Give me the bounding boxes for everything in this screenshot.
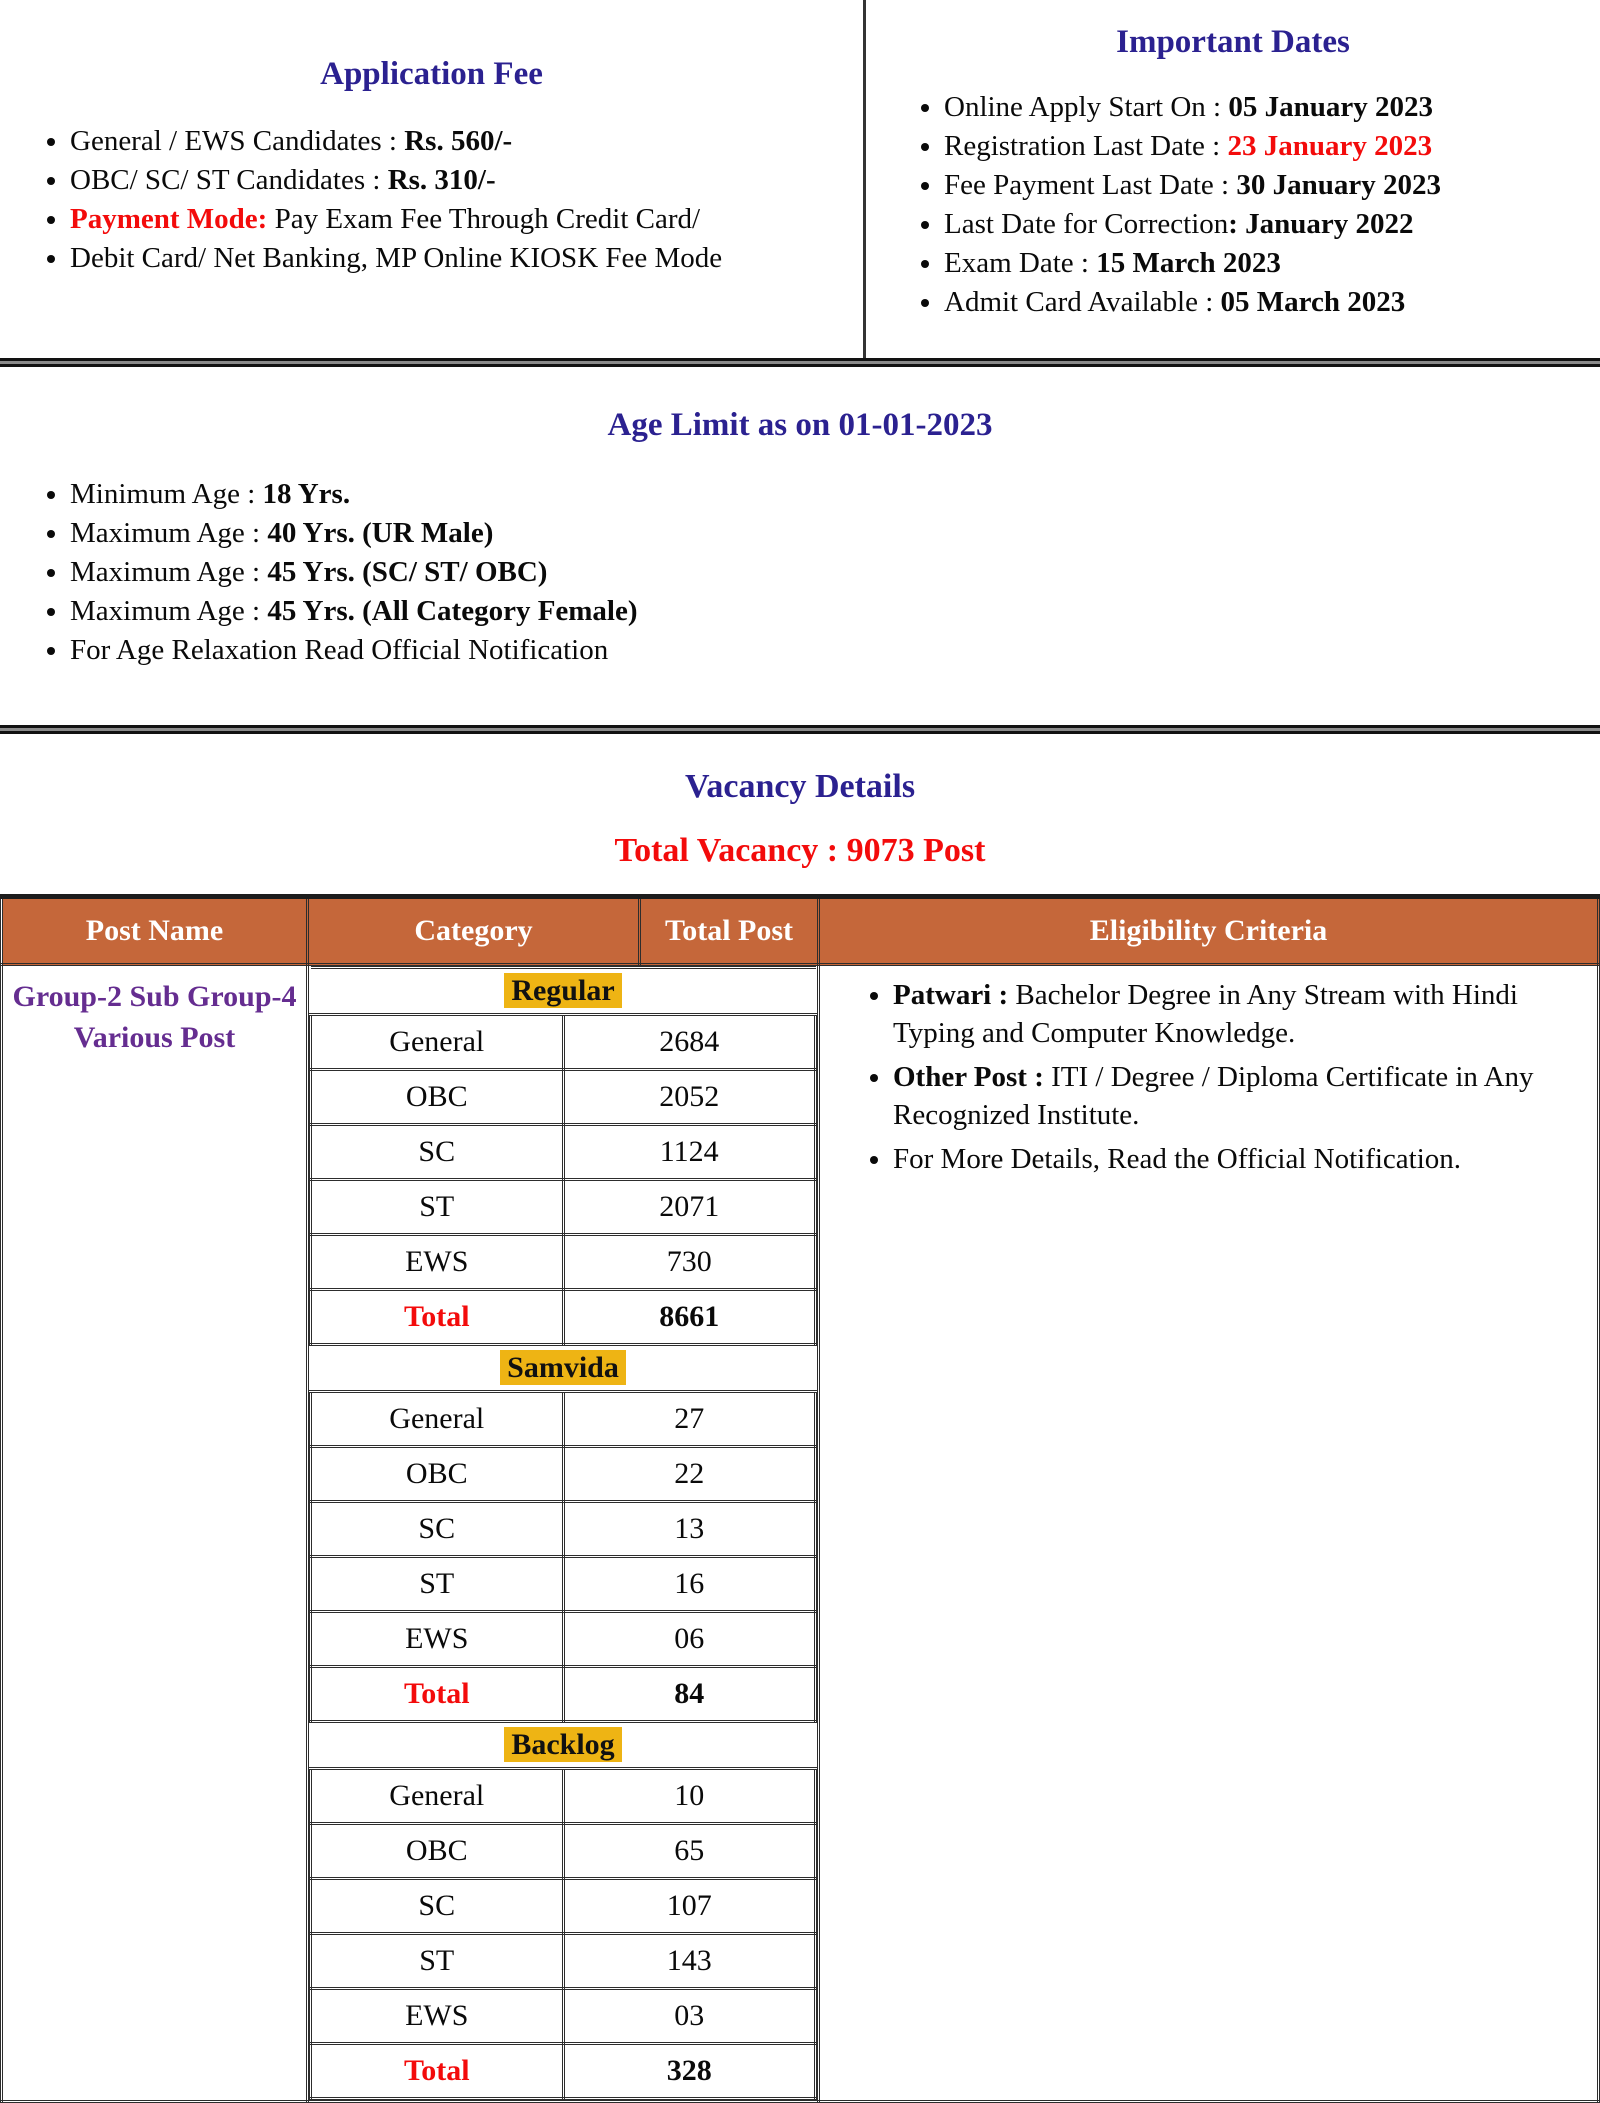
age-item-text: Minimum Age : [70, 478, 263, 510]
eligibility-item [893, 1140, 1582, 1178]
count-cell: 65 [563, 1824, 816, 1879]
table-row [311, 1447, 816, 1502]
count-cell: 2684 [563, 1015, 816, 1070]
age-item-text: For Age Relaxation Read Official Notification [70, 634, 609, 666]
post-name-cell: Group-2 Sub Group-4 Various Post [2, 965, 308, 2102]
date-item [944, 167, 1600, 204]
count-cell: 2052 [563, 1070, 816, 1125]
category-subtable [309, 966, 817, 2100]
age-item-text: Maximum Age : [70, 556, 268, 588]
date-item-text: Last Date for Correction [944, 208, 1229, 240]
fee-item-text: Debit Card/ Net Banking, MP Online KIOSK Fee Mode [70, 242, 723, 274]
date-item-value: 15 March 2023 [1096, 247, 1281, 279]
total-count-cell: 328 [563, 2044, 816, 2099]
col-header-eligibility: Eligibility Criteria [819, 897, 1599, 965]
fee-item-text: Pay Exam Fee Through Credit Card/ [267, 203, 701, 235]
table-row [311, 1180, 816, 1235]
count-cell: 2071 [563, 1180, 816, 1235]
table-row [311, 1502, 816, 1557]
age-item-text: Maximum Age : [70, 517, 268, 549]
payment-mode-label: Payment Mode: [70, 203, 268, 235]
backlog-label: Backlog [504, 1727, 621, 1762]
count-cell: 06 [563, 1612, 816, 1667]
category-cell: ST [311, 1557, 564, 1612]
category-cell: EWS [311, 1612, 564, 1667]
total-vacancy-line: Total Vacancy : 9073 Post [614, 832, 986, 869]
section-label-row [311, 968, 816, 1015]
category-cell: OBC [311, 1824, 564, 1879]
eligibility-item [893, 1058, 1582, 1134]
age-item-value: 45 Yrs. (SC/ ST/ OBC) [267, 556, 548, 588]
total-row [311, 1667, 816, 1722]
section-label-cell [311, 968, 816, 1015]
table-row [311, 1934, 816, 1989]
age-item-value: 18 Yrs. [262, 478, 351, 510]
important-dates-title: Important Dates [1116, 24, 1350, 60]
fee-item [70, 201, 863, 238]
samvida-label: Samvida [500, 1350, 626, 1385]
eligibility-cell [819, 965, 1599, 2102]
vacancy-table-header-row [2, 897, 1599, 965]
count-cell: 27 [563, 1392, 816, 1447]
vacancy-table-body-row [2, 965, 1599, 2102]
age-limit-list [0, 476, 1600, 669]
eligibility-list [821, 976, 1596, 1178]
date-item [944, 206, 1600, 243]
col-header-post-name: Post Name [2, 897, 308, 965]
table-row [311, 1769, 816, 1824]
count-cell: 730 [563, 1235, 816, 1290]
application-fee-section [0, 0, 866, 358]
important-dates-list [866, 89, 1600, 321]
fee-item [70, 123, 863, 160]
count-cell: 16 [563, 1557, 816, 1612]
category-cell: SC [311, 1125, 564, 1180]
col-header-category: Category [308, 897, 640, 965]
total-label-cell: Total [311, 2044, 564, 2099]
category-cell: SC [311, 1879, 564, 1934]
vacancy-heading [0, 734, 1600, 894]
count-cell: 107 [563, 1879, 816, 1934]
count-cell: 10 [563, 1769, 816, 1824]
count-cell: 143 [563, 1934, 816, 1989]
total-label-cell: Total [311, 1667, 564, 1722]
age-item [70, 554, 1600, 591]
table-row [311, 1612, 816, 1667]
age-item [70, 632, 1600, 669]
category-cell: EWS [311, 1989, 564, 2044]
category-cell: General [311, 1769, 564, 1824]
count-cell: 13 [563, 1502, 816, 1557]
category-cell: General [311, 1015, 564, 1070]
age-item-value: 40 Yrs. (UR Male) [267, 517, 494, 549]
category-cell: General [311, 1392, 564, 1447]
registration-last-date-value: 23 January 2023 [1227, 130, 1433, 162]
date-item [944, 89, 1600, 126]
fee-item-text: OBC/ SC/ ST Candidates : [70, 164, 388, 196]
table-row [311, 1557, 816, 1612]
age-item [70, 515, 1600, 552]
eligibility-item [893, 976, 1582, 1052]
count-cell: 22 [563, 1447, 816, 1502]
table-row [311, 1989, 816, 2044]
age-item-text: Maximum Age : [70, 595, 268, 627]
category-cell: SC [311, 1502, 564, 1557]
date-item-text: Fee Payment Last Date : [944, 169, 1237, 201]
regular-label: Regular [504, 973, 621, 1008]
date-item-text: Admit Card Available : [944, 286, 1221, 318]
age-limit-title: Age Limit as on 01-01-2023 [607, 407, 993, 443]
application-fee-title: Application Fee [320, 56, 543, 92]
category-cell: ST [311, 1180, 564, 1235]
table-row [311, 1392, 816, 1447]
total-label-cell: Total [311, 1290, 564, 1345]
date-item-value: 05 March 2023 [1220, 286, 1406, 318]
age-item-value: 45 Yrs. (All Category Female) [267, 595, 638, 627]
date-item-value: : January 2022 [1228, 208, 1414, 240]
table-row [311, 1125, 816, 1180]
fee-item-value: Rs. 310/- [387, 164, 496, 196]
category-cell: OBC [311, 1070, 564, 1125]
date-item-text: Online Apply Start On : [944, 91, 1229, 123]
table-row [311, 1015, 816, 1070]
date-item-value: 30 January 2023 [1236, 169, 1441, 201]
total-count-cell: 84 [563, 1667, 816, 1722]
total-count-cell: 8661 [563, 1290, 816, 1345]
top-section [0, 0, 1600, 358]
category-cell: OBC [311, 1447, 564, 1502]
application-fee-list [0, 123, 863, 277]
date-item [944, 245, 1600, 282]
date-item [944, 128, 1600, 165]
vacancy-details-title: Vacancy Details [684, 768, 916, 805]
total-row [311, 1290, 816, 1345]
fee-item [70, 240, 863, 277]
table-row [311, 1824, 816, 1879]
category-cell: EWS [311, 1235, 564, 1290]
fee-item [70, 162, 863, 199]
col-header-total-post: Total Post [640, 897, 819, 965]
age-item [70, 593, 1600, 630]
date-item-text: Exam Date : [944, 247, 1097, 279]
section-label-cell [311, 1345, 816, 1392]
table-row [311, 1070, 816, 1125]
count-cell: 1124 [563, 1125, 816, 1180]
age-item [70, 476, 1600, 513]
eligibility-item-text: For More Details, Read the Official Notification. [893, 1143, 1462, 1175]
category-subtable-cell [308, 965, 819, 2102]
section-divider [0, 358, 1600, 367]
fee-item-text: General / EWS Candidates : [70, 125, 405, 157]
total-row [311, 2044, 816, 2099]
section-label-row [311, 1345, 816, 1392]
eligibility-item-text: Bachelor Degree in Any Stream with Hindi Typing and Computer Knowledge. [893, 979, 1518, 1049]
section-label-row [311, 1722, 816, 1769]
fee-item-value: Rs. 560/- [404, 125, 513, 157]
eligibility-item-label: Other Post : [893, 1061, 1052, 1093]
eligibility-item-label: Patwari : [893, 979, 1016, 1011]
count-cell: 03 [563, 1989, 816, 2044]
date-item-value: 05 January 2023 [1228, 91, 1433, 123]
date-item-text: Registration Last Date : [944, 130, 1228, 162]
date-item [944, 284, 1600, 321]
section-label-cell [311, 1722, 816, 1769]
table-row [311, 1879, 816, 1934]
table-row [311, 1235, 816, 1290]
eligibility-item-text: ITI / Degree / Diploma Certificate in Any Recognized Institute. [893, 1061, 1534, 1131]
age-limit-section [0, 367, 1600, 725]
category-cell: ST [311, 1934, 564, 1989]
section-divider [0, 725, 1600, 734]
vacancy-table [0, 894, 1600, 2103]
important-dates-section [866, 0, 1600, 358]
